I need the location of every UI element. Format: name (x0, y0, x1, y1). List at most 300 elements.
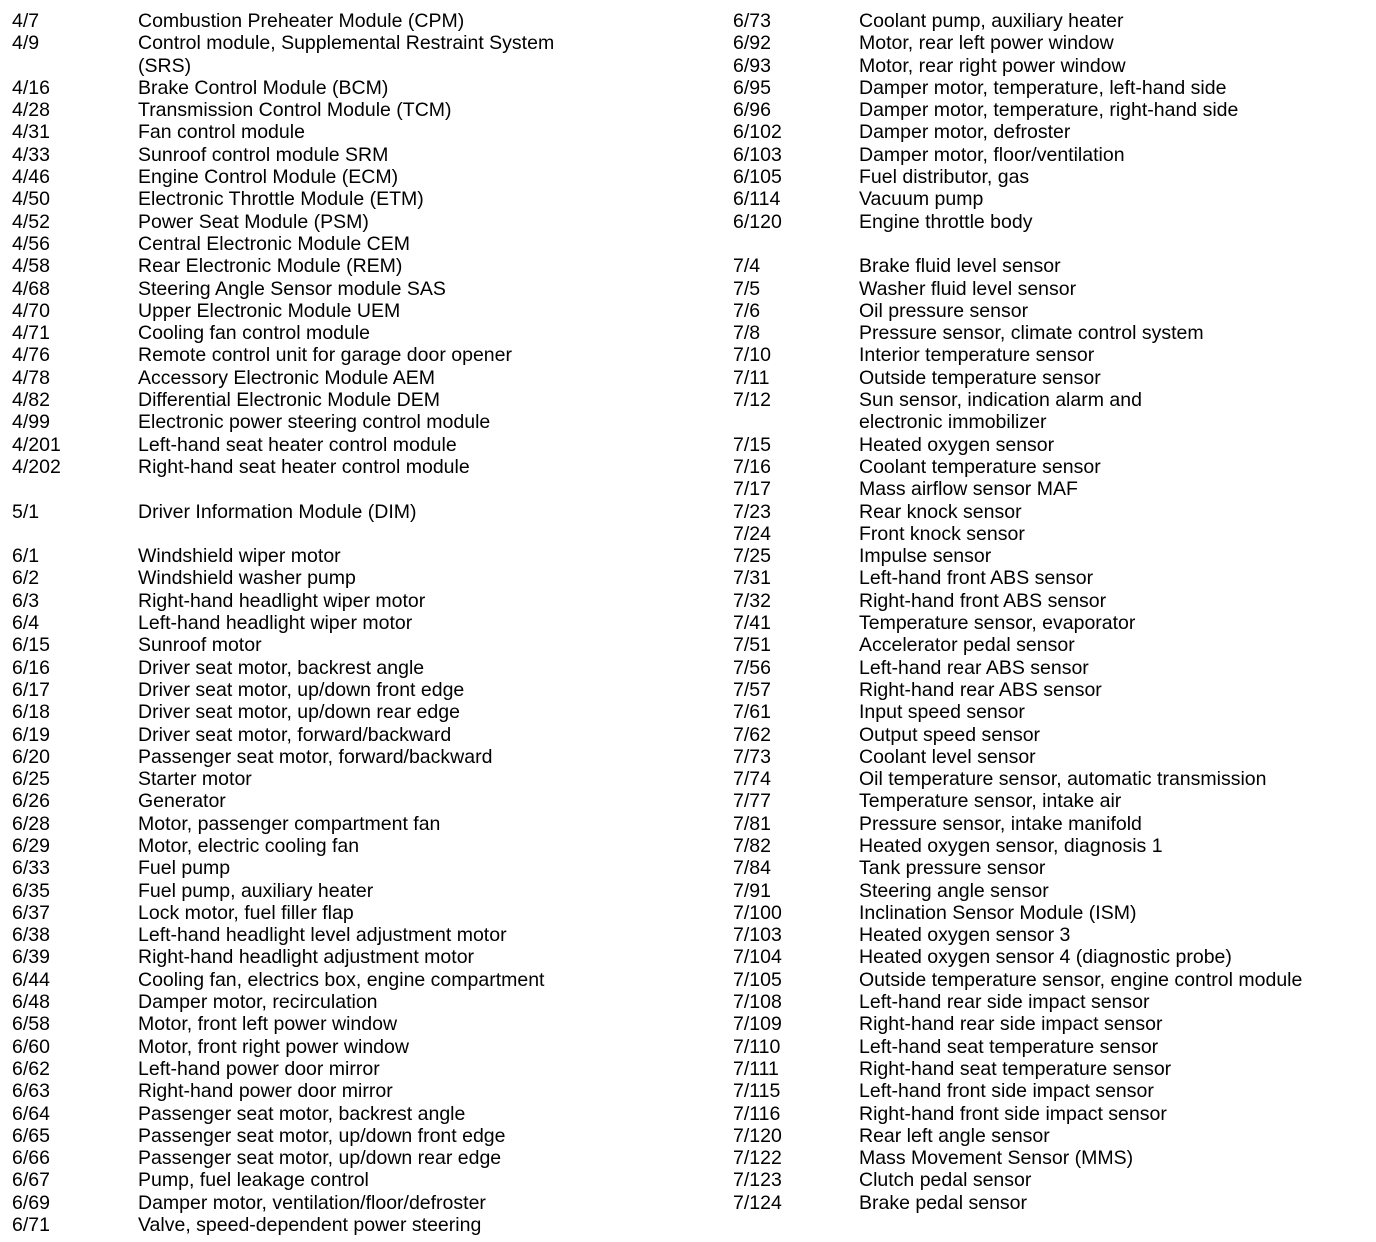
component-description: Temperature sensor, intake air (859, 790, 1122, 813)
component-description: Steering angle sensor (859, 879, 1049, 902)
component-description: Sunroof motor (138, 634, 262, 657)
component-row (733, 1147, 1373, 1169)
component-row (733, 211, 1373, 233)
component-description: Right-hand power door mirror (138, 1080, 393, 1103)
component-code: 6/48 (12, 991, 50, 1014)
component-description: Heated oxygen sensor 3 (859, 924, 1071, 947)
component-code: 6/66 (12, 1147, 50, 1170)
component-row (733, 835, 1373, 857)
component-description: Pressure sensor, climate control system (859, 322, 1204, 345)
component-code: 7/51 (733, 634, 771, 657)
component-code: 6/62 (12, 1057, 50, 1080)
component-code: 7/116 (733, 1102, 781, 1125)
component-description: Pressure sensor, intake manifold (859, 812, 1142, 835)
component-row (12, 233, 712, 255)
component-code: 7/123 (733, 1169, 782, 1192)
component-row (12, 456, 712, 478)
component-row (12, 1125, 712, 1147)
component-description: Transmission Control Module (TCM) (138, 99, 452, 122)
component-code: 7/73 (733, 745, 771, 768)
component-description: Fuel pump (138, 857, 231, 880)
component-code: 4/9 (12, 32, 40, 55)
component-description: Damper motor, ventilation/floor/defroster (138, 1191, 486, 1214)
component-code: 7/41 (733, 612, 771, 635)
component-description: (SRS) (138, 54, 192, 77)
component-row (12, 991, 712, 1013)
component-code: 7/124 (733, 1191, 782, 1214)
component-row (12, 902, 712, 924)
component-code: 4/70 (12, 299, 50, 322)
component-code: 6/65 (12, 1124, 50, 1147)
component-description: Oil pressure sensor (859, 299, 1029, 322)
component-code: 6/17 (12, 678, 50, 701)
component-row (12, 344, 712, 366)
component-description: Driver Information Module (DIM) (138, 500, 417, 523)
right-component-list (733, 10, 1373, 1214)
component-row (12, 55, 712, 77)
component-row (733, 344, 1373, 366)
component-code: 4/31 (12, 121, 50, 144)
component-description: Engine Control Module (ECM) (138, 166, 399, 189)
component-code (12, 55, 138, 77)
component-description: Generator (138, 790, 226, 813)
component-code: 4/58 (12, 255, 50, 278)
component-description: Motor, passenger compartment fan (138, 812, 441, 835)
component-code: 7/105 (733, 968, 782, 991)
component-code: 4/52 (12, 210, 50, 233)
component-row (733, 790, 1373, 812)
component-row (12, 634, 712, 656)
component-description: Left-hand seat heater control module (138, 433, 457, 456)
component-row (733, 545, 1373, 567)
component-code: 6/105 (733, 166, 782, 189)
component-row (12, 10, 712, 32)
component-description: Interior temperature sensor (859, 344, 1095, 367)
component-description: Pump, fuel leakage control (138, 1169, 369, 1192)
component-code: 7/17 (733, 478, 771, 501)
component-code: 7/91 (733, 879, 771, 902)
component-description: Left-hand rear ABS sensor (859, 656, 1089, 679)
component-description: Driver seat motor, up/down front edge (138, 678, 465, 701)
component-row (733, 590, 1373, 612)
component-description: Passenger seat motor, up/down rear edge (138, 1147, 502, 1170)
component-row (12, 790, 712, 812)
component-code: 6/67 (12, 1169, 50, 1192)
component-row (733, 1013, 1373, 1035)
component-description: Combustion Preheater Module (CPM) (138, 10, 465, 32)
component-row (733, 456, 1373, 478)
component-row (12, 1147, 712, 1169)
component-code: 6/96 (733, 99, 771, 122)
component-description: Rear left angle sensor (859, 1124, 1050, 1147)
component-description: Heated oxygen sensor (859, 433, 1055, 456)
section-gap (733, 233, 1373, 255)
component-description: Rear knock sensor (859, 500, 1022, 523)
component-code: 6/73 (733, 10, 771, 32)
component-code: 6/71 (12, 1214, 50, 1237)
component-row (12, 211, 712, 233)
component-row (12, 768, 712, 790)
component-description: Remote control unit for garage door opener (138, 344, 512, 367)
component-code: 6/28 (12, 812, 50, 835)
component-description: Fuel pump, auxiliary heater (138, 879, 374, 902)
component-description: Heated oxygen sensor 4 (diagnostic probe) (859, 946, 1232, 969)
component-row (733, 55, 1373, 77)
component-description: Coolant temperature sensor (859, 455, 1101, 478)
component-row (733, 679, 1373, 701)
component-code: 7/4 (733, 255, 761, 278)
component-code: 7/16 (733, 455, 771, 478)
component-code: 7/104 (733, 946, 782, 969)
component-description: Accelerator pedal sensor (859, 634, 1075, 657)
section-gap (12, 478, 712, 500)
component-row (12, 679, 712, 701)
component-description: Tank pressure sensor (859, 857, 1046, 880)
component-description: Upper Electronic Module UEM (138, 299, 401, 322)
component-description: Right-hand front side impact sensor (859, 1102, 1167, 1125)
component-description: Damper motor, temperature, left-hand side (859, 76, 1227, 99)
component-description: Coolant pump, auxiliary heater (859, 10, 1124, 32)
component-description: Right-hand seat heater control module (138, 455, 470, 478)
component-row (733, 946, 1373, 968)
component-code: 6/44 (12, 968, 50, 991)
component-row (733, 1169, 1373, 1191)
component-row (12, 1080, 712, 1102)
component-row (12, 969, 712, 991)
component-row (733, 255, 1373, 277)
component-row (733, 77, 1373, 99)
component-row (733, 1103, 1373, 1125)
component-description: Damper motor, temperature, right-hand side (859, 99, 1239, 122)
component-code: 6/120 (733, 210, 782, 233)
component-description: Accessory Electronic Module AEM (138, 366, 435, 389)
component-description: Control module, Supplemental Restraint System (138, 32, 555, 55)
component-row (12, 545, 712, 567)
component-row (733, 813, 1373, 835)
component-description: Brake fluid level sensor (859, 255, 1061, 278)
component-code: 4/33 (12, 143, 50, 166)
component-row (733, 523, 1373, 545)
component-description: Cooling fan, electrics box, engine compartment (138, 968, 545, 991)
component-row (733, 367, 1373, 389)
component-code: 7/62 (733, 723, 771, 746)
component-code: 6/69 (12, 1191, 50, 1214)
component-row (733, 434, 1373, 456)
component-description: Outside temperature sensor, engine control module (859, 968, 1303, 991)
component-description: Left-hand rear side impact sensor (859, 991, 1150, 1014)
component-code: 6/58 (12, 1013, 50, 1036)
component-description: Differential Electronic Module DEM (138, 389, 441, 412)
component-description: Electronic power steering control module (138, 411, 491, 434)
component-code: 4/46 (12, 166, 50, 189)
component-row (12, 1013, 712, 1035)
component-code: 7/23 (733, 500, 771, 523)
component-code: 6/29 (12, 834, 50, 857)
component-description: Mass Movement Sensor (MMS) (859, 1147, 1134, 1170)
component-code: 4/76 (12, 344, 50, 367)
component-code: 7/77 (733, 790, 771, 813)
component-code: 7/57 (733, 678, 771, 701)
component-code: 6/16 (12, 656, 50, 679)
component-code: 6/64 (12, 1102, 50, 1125)
component-row (12, 1192, 712, 1214)
component-code: 6/39 (12, 946, 50, 969)
component-row (12, 701, 712, 723)
component-description: Brake pedal sensor (859, 1191, 1028, 1214)
component-code: 7/61 (733, 701, 771, 724)
component-code: 7/120 (733, 1124, 782, 1147)
component-code: 7/24 (733, 522, 771, 545)
component-code: 6/25 (12, 768, 50, 791)
component-description: Steering Angle Sensor module SAS (138, 277, 446, 300)
component-row (12, 1169, 712, 1191)
component-code: 4/99 (12, 411, 50, 434)
component-code: 7/32 (733, 589, 771, 612)
component-description: Central Electronic Module CEM (138, 232, 411, 255)
component-code: 4/28 (12, 99, 50, 122)
component-code: 6/35 (12, 879, 50, 902)
component-code: 7/15 (733, 433, 771, 456)
component-row (733, 188, 1373, 210)
component-code: 7/110 (733, 1035, 781, 1058)
component-code: 4/71 (12, 322, 50, 345)
component-code: 4/50 (12, 188, 50, 211)
component-code: 7/10 (733, 344, 771, 367)
component-description: Driver seat motor, forward/backward (138, 723, 452, 746)
component-description: Passenger seat motor, forward/backward (138, 745, 493, 768)
component-code: 6/26 (12, 790, 50, 813)
component-row (12, 813, 712, 835)
component-code: 6/18 (12, 701, 50, 724)
component-code: 7/31 (733, 567, 771, 590)
component-row (733, 701, 1373, 723)
component-description: Oil temperature sensor, automatic transmission (859, 768, 1267, 791)
component-code: 6/3 (12, 589, 40, 612)
component-description: Motor, rear right power window (859, 54, 1126, 77)
component-description: Right-hand seat temperature sensor (859, 1057, 1172, 1080)
component-description: Right-hand front ABS sensor (859, 589, 1107, 612)
component-description: Coolant level sensor (859, 745, 1036, 768)
component-code: 7/81 (733, 812, 771, 835)
section-gap (12, 523, 712, 545)
component-code: 7/8 (733, 322, 761, 345)
component-description: Vacuum pump (859, 188, 984, 211)
component-description: Fan control module (138, 121, 305, 144)
component-code: 6/15 (12, 634, 50, 657)
component-row (12, 121, 712, 143)
component-row (12, 590, 712, 612)
component-description: electronic immobilizer (859, 411, 1047, 434)
component-description: Temperature sensor, evaporator (859, 612, 1136, 635)
component-code: 7/11 (733, 366, 770, 389)
component-row (12, 144, 712, 166)
component-row (733, 411, 1373, 433)
component-description: Valve, speed-dependent power steering (138, 1214, 482, 1237)
component-row (12, 32, 712, 54)
component-code: 6/103 (733, 143, 782, 166)
component-row (733, 501, 1373, 523)
component-description: Passenger seat motor, backrest angle (138, 1102, 466, 1125)
component-row (12, 1036, 712, 1058)
component-description: Outside temperature sensor (859, 366, 1101, 389)
component-description: Washer fluid level sensor (859, 277, 1077, 300)
component-row (733, 1125, 1373, 1147)
component-row (733, 612, 1373, 634)
component-code: 6/1 (12, 545, 40, 568)
component-row (733, 1080, 1373, 1102)
component-row (733, 300, 1373, 322)
component-code: 7/25 (733, 545, 771, 568)
component-row (733, 567, 1373, 589)
component-code: 6/37 (12, 901, 50, 924)
component-description: Clutch pedal sensor (859, 1169, 1032, 1192)
component-row (12, 255, 712, 277)
component-row (12, 501, 712, 523)
component-row (733, 278, 1373, 300)
component-code: 7/103 (733, 924, 782, 947)
component-code: 7/111 (733, 1057, 779, 1080)
component-row (733, 1192, 1373, 1214)
component-description: Electronic Throttle Module (ETM) (138, 188, 424, 211)
component-code: 6/63 (12, 1080, 50, 1103)
component-code: 6/114 (733, 188, 781, 211)
component-row (733, 857, 1373, 879)
component-code: 7/115 (733, 1080, 781, 1103)
component-description: Left-hand front side impact sensor (859, 1080, 1154, 1103)
component-row (12, 99, 712, 121)
component-description: Right-hand rear side impact sensor (859, 1013, 1163, 1036)
component-row (12, 946, 712, 968)
component-code: 7/122 (733, 1147, 782, 1170)
component-description: Cooling fan control module (138, 322, 370, 345)
component-row (12, 389, 712, 411)
component-description: Left-hand power door mirror (138, 1057, 380, 1080)
component-code: 7/108 (733, 991, 782, 1014)
component-row (733, 724, 1373, 746)
component-code: 6/95 (733, 76, 771, 99)
component-row (12, 1103, 712, 1125)
component-description: Impulse sensor (859, 545, 992, 568)
component-row (733, 322, 1373, 344)
component-description: Passenger seat motor, up/down front edge (138, 1124, 506, 1147)
component-code: 4/7 (12, 10, 40, 32)
component-row (733, 99, 1373, 121)
component-row (733, 657, 1373, 679)
component-description: Rear Electronic Module (REM) (138, 255, 403, 278)
component-description: Driver seat motor, up/down rear edge (138, 701, 460, 724)
component-description: Left-hand headlight level adjustment motor (138, 924, 507, 947)
component-code: 7/5 (733, 277, 761, 300)
component-code: 7/12 (733, 389, 771, 412)
component-code: 6/93 (733, 54, 771, 77)
component-description: Left-hand seat temperature sensor (859, 1035, 1159, 1058)
component-row (12, 77, 712, 99)
component-description: Engine throttle body (859, 210, 1033, 233)
component-description: Windshield wiper motor (138, 545, 341, 568)
component-row (12, 411, 712, 433)
component-code: 7/84 (733, 857, 771, 880)
component-description: Motor, electric cooling fan (138, 834, 360, 857)
left-component-list (12, 10, 712, 1236)
component-row (733, 924, 1373, 946)
component-row (733, 478, 1373, 500)
component-description: Left-hand front ABS sensor (859, 567, 1094, 590)
component-description: Mass airflow sensor MAF (859, 478, 1078, 501)
component-code: 7/100 (733, 901, 782, 924)
component-row (733, 880, 1373, 902)
component-code: 6/2 (12, 567, 40, 590)
component-row (12, 880, 712, 902)
component-row (733, 1036, 1373, 1058)
component-description: Motor, rear left power window (859, 32, 1114, 55)
component-description: Fuel distributor, gas (859, 166, 1030, 189)
component-description: Inclination Sensor Module (ISM) (859, 901, 1137, 924)
component-description: Sunroof control module SRM (138, 143, 389, 166)
component-description: Right-hand headlight adjustment motor (138, 946, 475, 969)
component-description: Right-hand rear ABS sensor (859, 678, 1102, 701)
component-code: 7/109 (733, 1013, 782, 1036)
component-row (12, 924, 712, 946)
component-code: 7/82 (733, 834, 771, 857)
component-row (12, 746, 712, 768)
component-row (733, 32, 1373, 54)
component-description: Lock motor, fuel filler flap (138, 901, 354, 924)
component-row (12, 612, 712, 634)
component-code: 4/202 (12, 455, 61, 478)
component-code: 4/68 (12, 277, 50, 300)
component-description: Brake Control Module (BCM) (138, 76, 389, 99)
component-row (12, 1058, 712, 1080)
component-code: 5/1 (12, 500, 40, 523)
component-description: Power Seat Module (PSM) (138, 210, 369, 233)
component-code: 4/16 (12, 76, 50, 99)
component-row (12, 278, 712, 300)
component-code: 6/38 (12, 924, 50, 947)
component-row (12, 322, 712, 344)
component-code: 6/60 (12, 1035, 50, 1058)
component-code (733, 411, 859, 433)
component-row (733, 969, 1373, 991)
component-row (12, 300, 712, 322)
component-description: Right-hand headlight wiper motor (138, 589, 426, 612)
component-row (12, 188, 712, 210)
component-row (12, 166, 712, 188)
component-row (733, 166, 1373, 188)
component-description: Input speed sensor (859, 701, 1025, 724)
component-row (733, 144, 1373, 166)
component-description: Damper motor, floor/ventilation (859, 143, 1125, 166)
component-code: 4/56 (12, 232, 50, 255)
component-row (12, 857, 712, 879)
component-description: Damper motor, defroster (859, 121, 1071, 144)
component-row (733, 1058, 1373, 1080)
component-description: Left-hand headlight wiper motor (138, 612, 413, 635)
component-code: 6/19 (12, 723, 50, 746)
component-code: 6/92 (733, 32, 771, 55)
component-row (733, 902, 1373, 924)
component-row (12, 434, 712, 456)
component-code: 6/33 (12, 857, 50, 880)
component-row (12, 567, 712, 589)
component-code: 7/56 (733, 656, 771, 679)
component-code: 4/201 (12, 433, 61, 456)
component-description: Heated oxygen sensor, diagnosis 1 (859, 834, 1163, 857)
component-row (733, 746, 1373, 768)
component-code: 4/78 (12, 366, 50, 389)
component-row (12, 724, 712, 746)
component-code: 7/74 (733, 768, 771, 791)
component-description: Sun sensor, indication alarm and (859, 389, 1142, 412)
